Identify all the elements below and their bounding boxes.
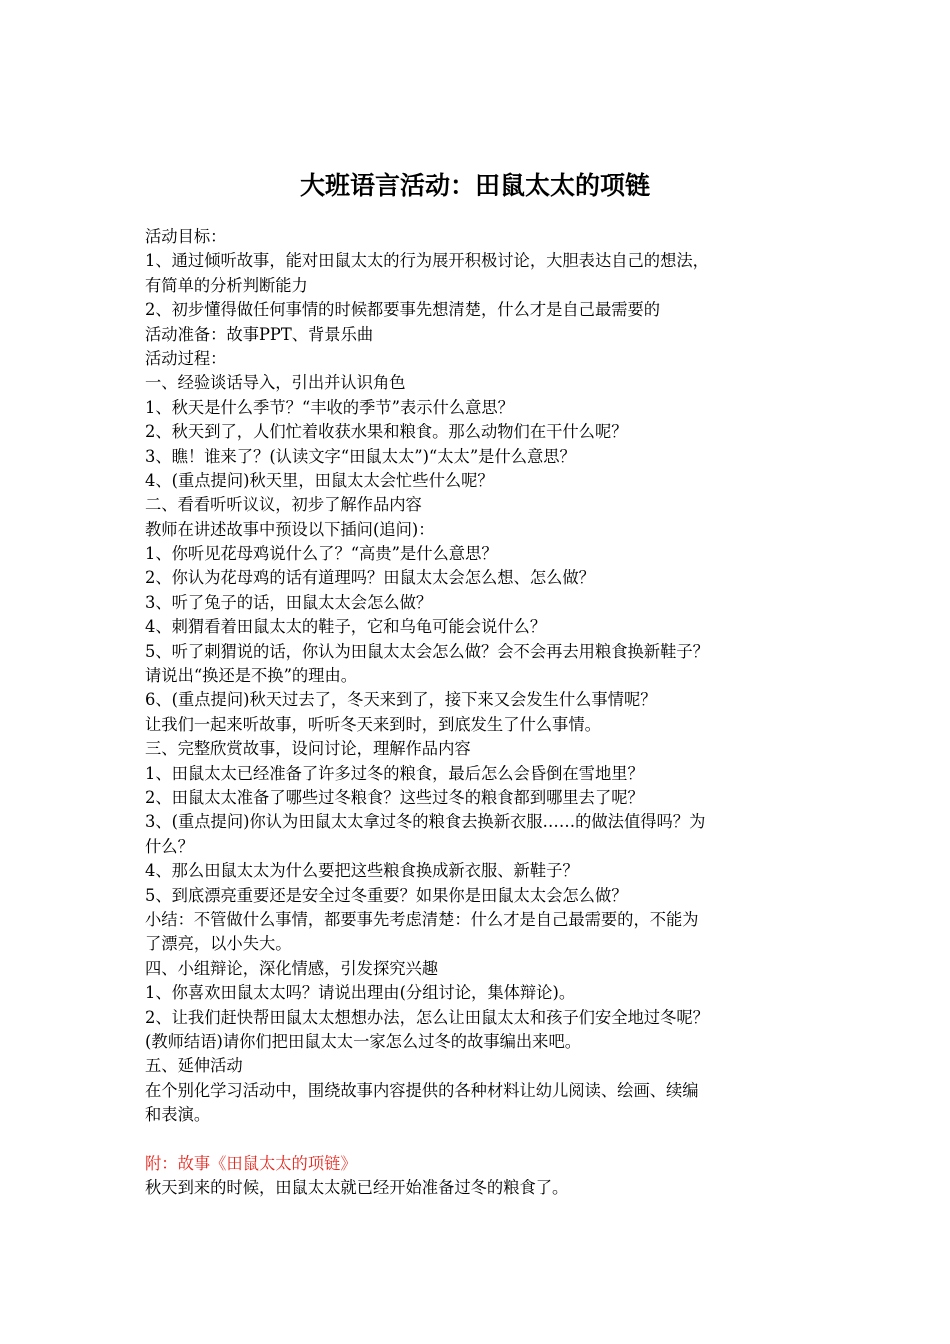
text-line: 2、你认为花母鸡的话有道理吗？田鼠太太会怎么想、怎么做？ [145,568,595,588]
text-line: 和表演。 [145,1105,211,1125]
text-line: 活动目标： [145,227,227,246]
blank-line [145,1127,805,1151]
text-line: 1、你听见花母鸡说什么了？“高贵”是什么意思？ [145,544,498,564]
text-line: 3、听了兔子的话，田鼠太太会怎么做？ [145,592,433,612]
text-line: 5、听了刺猬说的话，你认为田鼠太太会怎么做？会不会再去用粮食换新鞋子？ [145,641,709,661]
section-heading: 五、延伸活动 [145,1056,243,1076]
text-line: 在个别化学习活动中，围绕故事内容提供的各种材料让幼儿阅读、绘画、续编 [145,1080,699,1100]
text-line: 请说出“换还是不换”的理由。 [145,666,358,686]
text-line: 5、到底漂亮重要还是安全过冬重要？如果你是田鼠太太会怎么做？ [145,885,628,905]
text-line: 4、(重点提问)秋天里，田鼠太太会忙些什么呢？ [145,470,494,490]
text-line: 让我们一起来听故事，听听冬天来到时，到底发生了什么事情。 [145,714,601,734]
section-heading: 二、看看听听议议，初步了解作品内容 [145,495,422,515]
text-line: 1、通过倾听故事，能对田鼠太太的行为展开积极讨论，大胆表达自己的想法， [145,251,709,271]
story-first-line: 秋天到来的时候，田鼠太太就已经开始准备过冬的粮食了。 [145,1178,569,1198]
text-line: 1、田鼠太太已经准备了许多过冬的粮食，最后怎么会昏倒在雪地里？ [145,763,644,783]
text-line: 活动准备：故事PPT、背景乐曲 [145,324,374,344]
text-line: 2、秋天到了，人们忙着收获水果和粮食。那么动物们在干什么呢？ [145,422,628,442]
text-line: 1、秋天是什么季节？“丰收的季节”表示什么意思？ [145,397,514,417]
text-line: 4、那么田鼠太太为什么要把这些粮食换成新衣服、新鞋子？ [145,861,579,881]
text-line: 4、刺猬看着田鼠太太的鞋子，它和乌龟可能会说什么？ [145,617,547,637]
section-heading: 一、经验谈话导入，引出并认识角色 [145,373,406,393]
section-heading: 四、小组辩论，深化情感，引发探究兴趣 [145,958,439,978]
text-line: 活动过程： [145,348,227,368]
text-line: 什么？ [145,836,194,856]
text-line: 1、你喜欢田鼠太太吗？请说出理由(分组讨论，集体辩论)。 [145,983,576,1003]
text-line: 2、初步懂得做任何事情的时候都要事先想清楚，什么才是自己最需要的 [145,300,661,320]
text-line: 6、(重点提问)秋天过去了，冬天来到了，接下来又会发生什么事情呢？ [145,690,657,710]
text-line: 教师在讲述故事中预设以下插问(追问)： [145,519,435,539]
text-line: 3、瞧！谁来了？(认读文字“田鼠太太”)“太太”是什么意思？ [145,446,576,466]
text-line: (教师结语)请你们把田鼠太太一家怎么过冬的故事编出来吧。 [145,1031,582,1051]
text-line: 3、(重点提问)你认为田鼠太太拿过冬的粮食去换新衣服……的做法值得吗？为 [145,812,706,832]
text-line: 小结：不管做什么事情，都要事先考虑清楚：什么才是自己最需要的，不能为 [145,909,699,929]
text-line: 2、让我们赶快帮田鼠太太想想办法，怎么让田鼠太太和孩子们安全地过冬呢？ [145,1007,709,1027]
text-line: 2、田鼠太太准备了哪些过冬粮食？这些过冬的粮食都到哪里去了呢？ [145,787,644,807]
document-body [145,225,805,1201]
text-line: 有简单的分析判断能力 [145,275,308,295]
document-title: 大班语言活动：田鼠太太的项链 [299,171,650,200]
section-heading: 三、完整欣赏故事，设问讨论，理解作品内容 [145,739,471,759]
text-line: 了漂亮，以小失大。 [145,934,292,954]
appendix-heading: 附：故事《田鼠太太的项链》 [145,1153,357,1173]
